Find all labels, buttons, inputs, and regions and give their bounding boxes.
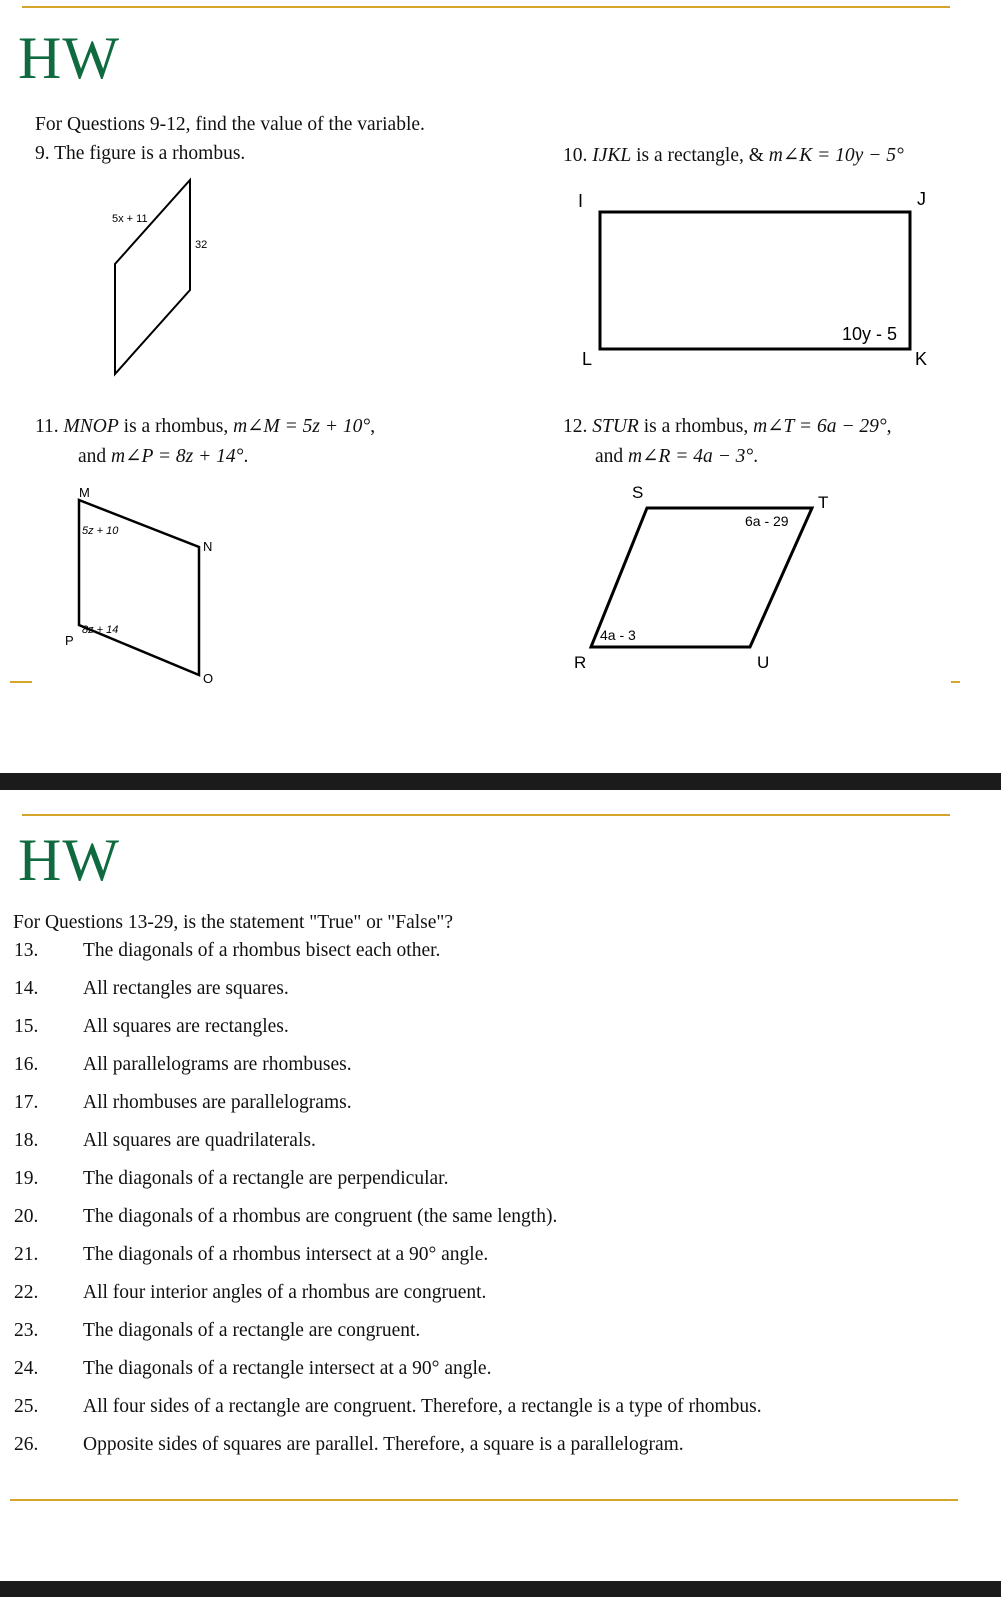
question-item (14, 1054, 352, 1076)
q10-angle-label: 10y - 5 (842, 324, 898, 344)
question-item (14, 1092, 352, 1114)
question-text: All rectangles are squares. (83, 978, 289, 999)
q12-rhombus-figure (574, 480, 850, 680)
right-gold-tick (951, 681, 960, 683)
question-number: 20. (14, 1206, 39, 1227)
question-text: The diagonals of a rectangle intersect at a 90° angle. (83, 1358, 492, 1379)
q12-label-bottom: 4a - 3 (600, 627, 636, 643)
q12-angle2: m∠R = 4a − 3° (628, 446, 754, 467)
q11-vertex-O: O (203, 671, 214, 686)
top-gold-rule (22, 6, 950, 8)
q12-vertex-T: T (818, 493, 829, 512)
q10-name: IJKL (592, 145, 632, 166)
q10-vertex-K: K (915, 349, 928, 369)
question-item (14, 940, 440, 962)
slide2-top-gold-rule (22, 814, 950, 816)
q11-vertex-M: M (79, 485, 90, 500)
separator-band-2 (0, 1581, 1001, 1597)
question-number: 14. (14, 978, 39, 999)
question-text: All rhombuses are parallelograms. (83, 1092, 352, 1113)
q11-line2: and m∠P = 8z + 14°. (78, 446, 249, 467)
q11-rest: is a rhombus, (123, 416, 229, 437)
q11-and: and (78, 446, 107, 467)
question-text: All four interior angles of a rhombus are congruent. (83, 1282, 487, 1303)
slide-1 (0, 0, 1001, 772)
question-text: All squares are rectangles. (83, 1016, 289, 1037)
slide1-title: HW (18, 25, 120, 91)
question-number: 17. (14, 1092, 39, 1113)
q10-vertex-L: L (582, 349, 593, 369)
q11-rhombus-figure (60, 485, 230, 695)
question-number: 23. (14, 1320, 39, 1341)
question-text: The diagonals of a rhombus bisect each other. (83, 940, 441, 961)
separator-band-1 (0, 773, 1001, 791)
question-number: 25. (14, 1396, 39, 1417)
question-number: 22. (14, 1282, 39, 1303)
q12-and: and (595, 446, 624, 467)
question-item (14, 978, 289, 1000)
q11-num: 11. (35, 416, 59, 437)
q9-label-side1: 5x + 11 (112, 213, 148, 225)
question-text: The diagonals of a rectangle are congruent. (83, 1320, 421, 1341)
q12-vertex-R: R (574, 653, 587, 672)
q10-rectangle-figure (565, 185, 945, 375)
question-item (14, 1130, 316, 1152)
q12-line1: 12. STUR is a rhombus, m∠T = 6a − 29°, (563, 416, 892, 437)
slide-2 (0, 790, 1001, 1581)
question-item (14, 1206, 557, 1228)
question-text: Opposite sides of squares are parallel. Therefore, a square is a parallelogram. (83, 1434, 684, 1455)
question-number: 24. (14, 1358, 39, 1379)
question-text: The diagonals of a rhombus are congruent (the same length). (83, 1206, 558, 1227)
question-text: All squares are quadrilaterals. (83, 1130, 316, 1151)
question-item (14, 1282, 486, 1304)
question-number: 26. (14, 1434, 39, 1455)
q12-angle1: m∠T = 6a − 29° (753, 416, 887, 437)
q11-line1: 11. MNOP is a rhombus, m∠M = 5z + 10°, (35, 416, 376, 437)
question-item (14, 1168, 448, 1190)
slide2-title: HW (18, 827, 120, 893)
question-text: All parallelograms are rhombuses. (83, 1054, 352, 1075)
question-text: All four sides of a rectangle are congruent. Therefore, a rectangle is a type of rhombus. (83, 1396, 762, 1417)
q11-vertex-N: N (203, 539, 213, 554)
question-number: 15. (14, 1016, 39, 1037)
q9-label-side2: 32 (195, 239, 208, 251)
q10-text (563, 143, 904, 167)
q11-angle2: m∠P = 8z + 14° (111, 446, 244, 467)
slide1-intro: For Questions 9-12, find the value of the variable. (35, 114, 425, 135)
question-number: 18. (14, 1130, 39, 1151)
q9-text: 9. The figure is a rhombus. (35, 143, 246, 164)
question-item (14, 1434, 684, 1456)
q12-vertex-U: U (757, 653, 770, 672)
left-gold-tick (10, 681, 32, 683)
q10-vertex-I: I (578, 191, 584, 211)
question-item (14, 1244, 488, 1266)
q9-rhombus-shape (115, 180, 190, 374)
slide2-bottom-gold-rule (10, 1499, 958, 1501)
question-text: The diagonals of a rectangle are perpendicular. (83, 1168, 449, 1189)
question-item (14, 1396, 762, 1418)
question-text: The diagonals of a rhombus intersect at a 90° angle. (83, 1244, 489, 1265)
q10-vertex-J: J (917, 189, 926, 209)
q12-label-top: 6a - 29 (745, 513, 789, 529)
q11-label-bottom: 8z + 14 (82, 624, 119, 636)
question-item (14, 1320, 420, 1342)
question-number: 13. (14, 940, 39, 961)
q10-angle-expr: = 10y − 5° (817, 145, 904, 166)
q12-rest: is a rhombus, (643, 416, 749, 437)
q11-name: MNOP (63, 416, 119, 437)
question-item (14, 1016, 289, 1038)
question-number: 16. (14, 1054, 39, 1075)
q11-angle1: m∠M = 5z + 10° (233, 416, 371, 437)
q12-line2: and m∠R = 4a − 3°. (595, 446, 759, 467)
question-number: 19. (14, 1168, 39, 1189)
question-item (14, 1358, 491, 1380)
q11-label-top: 5z + 10 (82, 525, 119, 537)
q12-vertex-S: S (632, 483, 644, 502)
q12-num: 12. (563, 416, 588, 437)
q10-num: 10. (563, 145, 588, 166)
q9-rhombus-figure (100, 170, 220, 385)
q10-rest: is a rectangle, & (636, 145, 764, 166)
slide2-intro: For Questions 13-29, is the statement "True" or "False"? (13, 912, 454, 933)
q10-angle-name: m∠K (768, 145, 813, 166)
question-number: 21. (14, 1244, 39, 1265)
q12-name: STUR (592, 416, 639, 437)
q11-vertex-P: P (65, 633, 74, 648)
